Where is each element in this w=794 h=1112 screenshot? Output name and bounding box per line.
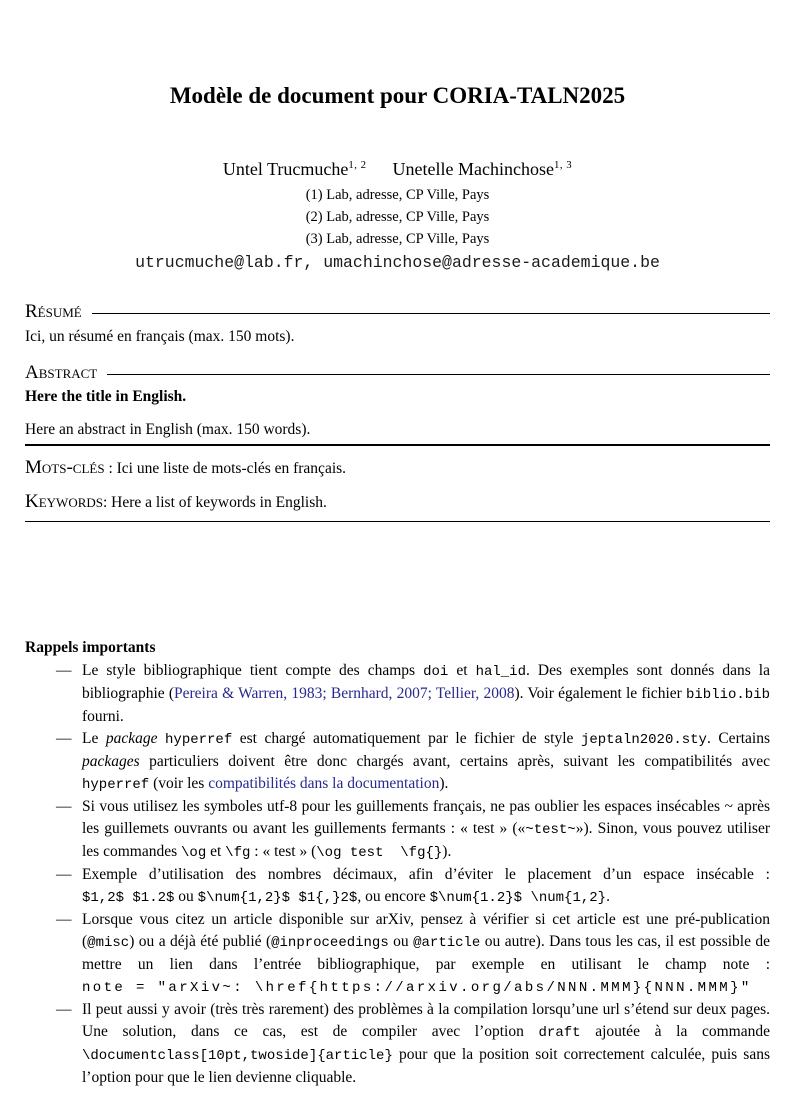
text-run: est chargé automatiquement par le fichier de style xyxy=(232,730,581,747)
email-line: utrucmuche@lab.fr, umachinchose@adresse-academique.be xyxy=(135,253,660,272)
text-run: : « test » ( xyxy=(250,843,317,860)
text-run: \og test \fg{} xyxy=(316,845,443,861)
abstract-rule xyxy=(107,374,770,376)
resume-label: Résumé xyxy=(25,301,82,322)
item-text xyxy=(82,911,770,995)
documentation-link[interactable]: compatibilités dans la documentation xyxy=(208,775,440,792)
text-run: package xyxy=(105,730,158,747)
item-text xyxy=(82,866,770,905)
item-text xyxy=(82,1001,770,1086)
citation-link[interactable]: Pereira & Warren, 1983; Bernhard, 2007; Tellier, 2008 xyxy=(174,685,515,702)
text-run: jeptaln2020.sty xyxy=(580,732,707,748)
text-run: fourni. xyxy=(82,708,124,725)
page-title: Modèle de document pour CORIA-TALN2025 xyxy=(169,83,626,108)
text-run: hal_id xyxy=(475,664,526,680)
text-run: : Ici une liste de mots-clés en français. xyxy=(104,459,347,477)
text-run: pour que la position soit correctement calculée, puis sans l’option pour que le lien devienne cliquable. xyxy=(82,1046,770,1086)
text-run xyxy=(158,730,166,747)
text-run: particuliers doivent être donc chargés avant, certains après, suivant les compatibilités avec xyxy=(139,753,770,770)
text-run: ). xyxy=(439,775,449,792)
authors-line xyxy=(25,153,770,181)
text-run: et xyxy=(448,662,476,679)
affiliation-line: (2) Lab, adresse, CP Ville, Pays xyxy=(305,209,490,225)
text-run: . Certains xyxy=(706,730,771,747)
list-item xyxy=(25,864,770,909)
text-run: @article xyxy=(413,935,481,951)
text-run: Mots-clés xyxy=(25,456,105,478)
text-run: \documentclass[10pt,twoside]{article} xyxy=(82,1048,393,1064)
keywords-bottom-rule xyxy=(25,521,770,523)
text-run: ou autre). Dans tous les cas, il est possible de mettre un lien dans l’entrée bibliographique, par exemple en utilisant le champ note : xyxy=(82,933,771,973)
abstract-bottom-rule xyxy=(25,444,770,446)
list-item xyxy=(25,909,770,999)
list-item xyxy=(25,796,770,864)
text-run: $\num{1,2}$ $1{,}2$ xyxy=(197,890,358,906)
text-run: ). Voir également le fichier xyxy=(514,685,686,702)
text-run: ou xyxy=(174,888,198,905)
text-run: hyperref xyxy=(165,732,233,748)
text-run: . Des exemples sont donnés dans la bibliographie ( xyxy=(82,662,770,702)
text-run: biblio.bib xyxy=(686,687,771,703)
text-run: ajoutée à la commande xyxy=(580,1023,770,1040)
text-run: packages xyxy=(82,753,140,770)
item-dash-icon: — xyxy=(56,1001,72,1018)
text-run: Le style bibliographique tient compte des champs xyxy=(82,662,424,679)
text-run: $\num{1.2}$ \num{1,2} xyxy=(429,890,607,906)
text-run: \fg xyxy=(225,845,251,861)
text-run: Untel Trucmuche xyxy=(222,159,349,179)
text-run: : Here a list of keywords in English. xyxy=(103,493,327,511)
text-run: Unetelle Machinchose xyxy=(392,159,554,179)
item-dash-icon: — xyxy=(56,662,72,679)
list-item xyxy=(25,728,770,796)
text-run: Exemple d’utilisation des nombres décimaux, afin d’éviter le placement d’un espace insécable : xyxy=(82,866,770,883)
item-dash-icon: — xyxy=(56,798,72,815)
section-resume-header xyxy=(25,301,770,323)
text-run: doi xyxy=(423,664,449,680)
motscles-line xyxy=(25,457,770,480)
list-item xyxy=(25,660,770,728)
text-run: 1, 3 xyxy=(553,159,573,171)
item-dash-icon: — xyxy=(56,730,72,747)
english-title: Here the title in English. xyxy=(25,388,187,405)
section-abstract-header xyxy=(25,362,770,384)
text-run: ) ou a déjà été publié ( xyxy=(129,933,272,950)
text-run: ~test~ xyxy=(525,822,576,838)
resume-text: Ici, un résumé en français (max. 150 mots). xyxy=(25,328,295,345)
affiliation-line: (1) Lab, adresse, CP Ville, Pays xyxy=(305,187,490,203)
reminders-heading: Rappels importants xyxy=(25,639,156,656)
text-run: Le xyxy=(82,730,106,747)
text-run: ou xyxy=(388,933,414,950)
item-text xyxy=(82,662,770,725)
list-item xyxy=(25,999,770,1089)
text-run: ). xyxy=(442,843,452,860)
text-run: @inproceedings xyxy=(271,935,389,951)
item-dash-icon: — xyxy=(56,866,72,883)
text-run: $1,2$ $1.2$ xyxy=(82,890,175,906)
text-run: Il peut aussi y avoir (très très rarement) des problèmes à la compilation lorsqu’une url s’étend sur deux pages. Une solution, dans ce cas, est de compiler avec l’option xyxy=(82,1001,770,1040)
text-run: note = "arXiv~: \href{https://arxiv.org/abs/NNN.MMM}{NNN.MMM}" xyxy=(82,980,752,996)
text-run: »). Sinon, vous pouvez utiliser les commandes xyxy=(82,820,770,860)
item-text xyxy=(82,730,770,792)
english-abstract: Here an abstract in English (max. 150 words). xyxy=(25,421,311,438)
text-run: et xyxy=(206,843,226,860)
text-run: @misc xyxy=(87,935,130,951)
item-dash-icon: — xyxy=(56,911,72,928)
reminders-list xyxy=(25,660,770,1089)
keywords-line xyxy=(25,491,770,514)
text-run: \og xyxy=(181,845,207,861)
text-run: Si vous utilisez les symboles utf-8 pour les guillements français, ne pas oublier les espaces insécables ~ après les guillemets ouvrants ou avant les guillements fermants : « test » (« xyxy=(82,798,770,837)
text-run: 1, 2 xyxy=(348,159,367,171)
text-run: draft xyxy=(538,1025,581,1041)
abstract-label: Abstract xyxy=(25,362,98,383)
item-text xyxy=(82,798,770,860)
resume-rule xyxy=(92,313,770,315)
text-run: Keywords xyxy=(25,490,103,512)
text-run: , ou encore xyxy=(357,888,430,905)
affiliations-block xyxy=(25,184,770,250)
text-run: (voir les xyxy=(149,775,209,792)
text-run: Lorsque vous citez un article disponible sur arXiv, pensez à vérifier si cet article est une pré-publication ( xyxy=(82,911,770,950)
text-run: hyperref xyxy=(82,777,150,793)
affiliation-line: (3) Lab, adresse, CP Ville, Pays xyxy=(305,231,490,247)
text-run: . xyxy=(606,888,610,905)
